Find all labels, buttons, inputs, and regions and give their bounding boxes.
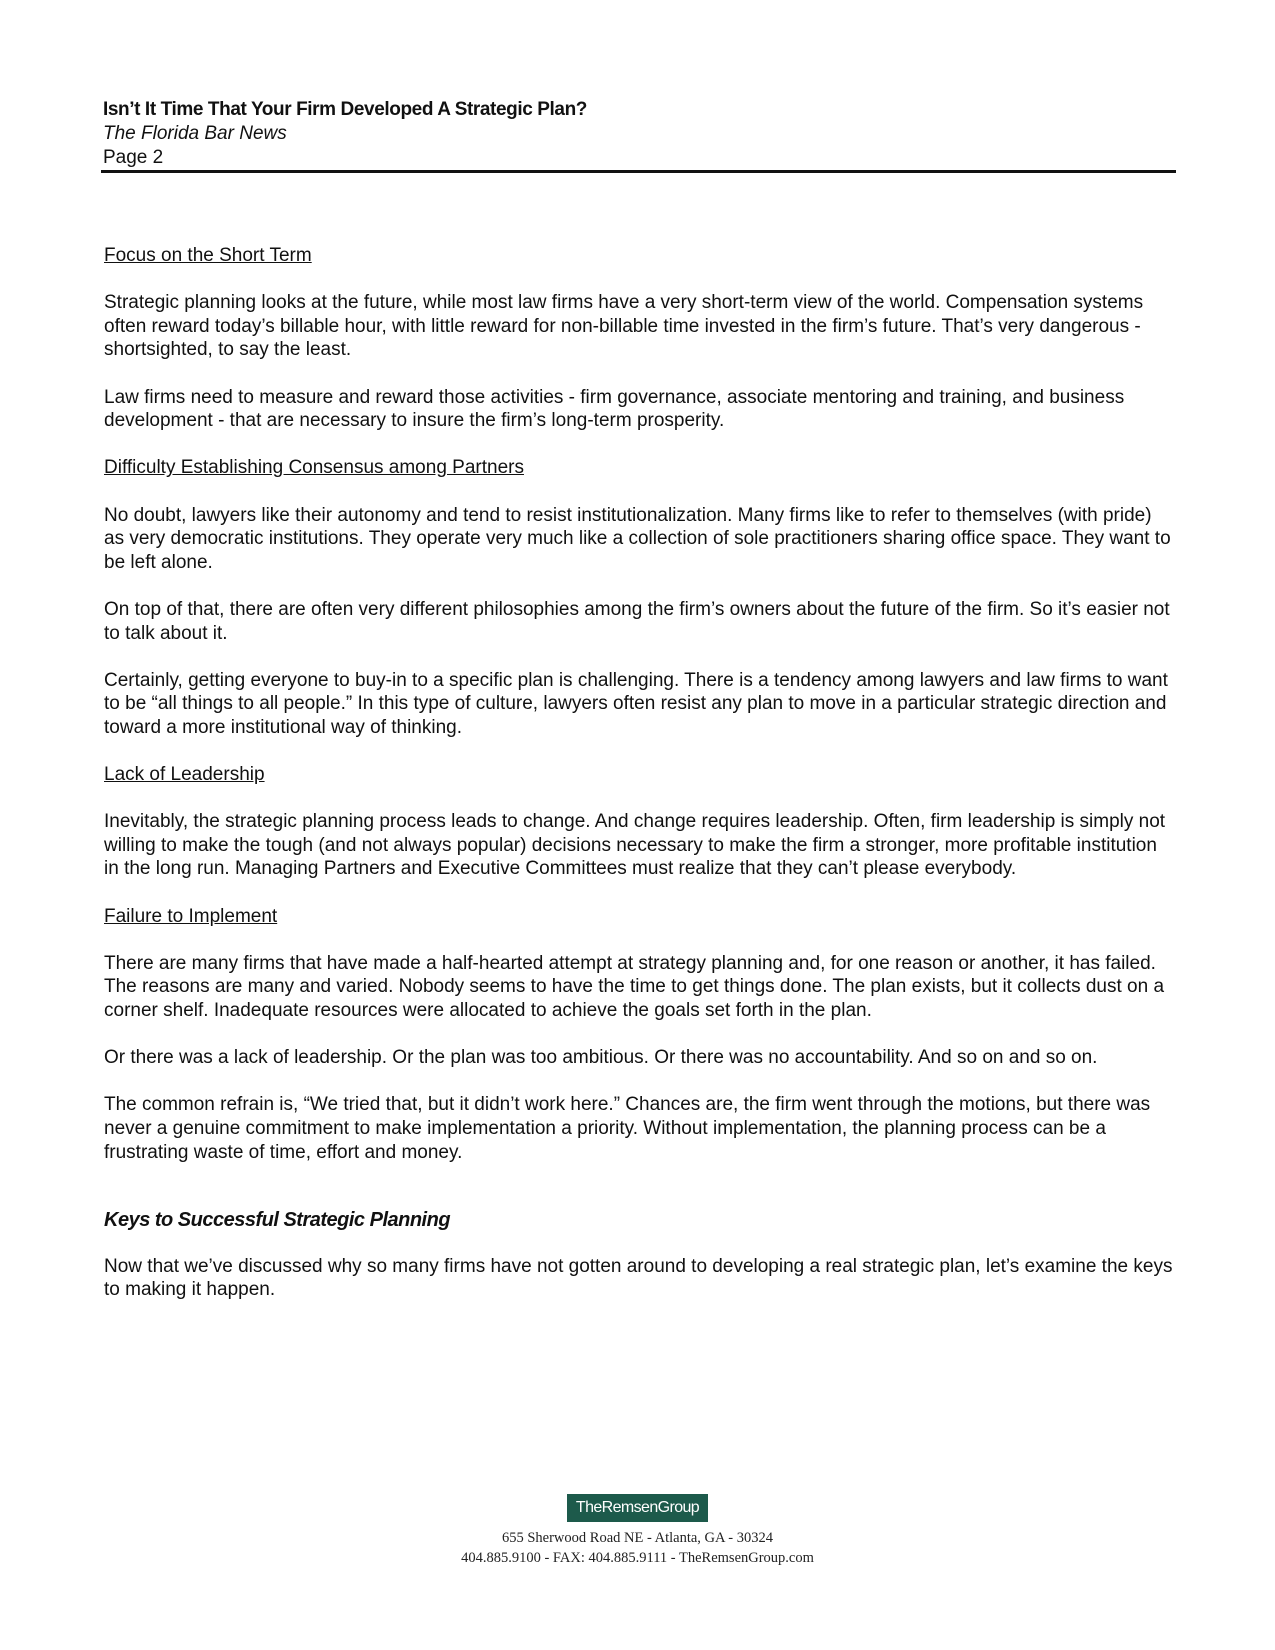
paragraph: Certainly, getting everyone to buy-in to a specific plan is challenging. There is a tendency among lawyers and law firms to want to be “all things to all people.” In this type of culture, lawyers often resist any plan to move in a particular strategic direction and toward a more institutional way of thinking. — [104, 669, 1168, 738]
paragraph: The common refrain is, “We tried that, but it didn’t work here.” Chances are, the firm went through the motions, but there was never a genuine commitment to make implementation a priority. Without implementation, the planning process can be a frustrating waste of time, effort and money. — [104, 1094, 1151, 1163]
article-body — [104, 244, 1174, 1326]
footer-address: 655 Sherwood Road NE - Atlanta, GA - 30324 — [501, 1530, 774, 1546]
publication-name: The Florida Bar News — [103, 123, 287, 144]
paragraph: On top of that, there are often very different philosophies among the firm’s owners about the future of the firm. So it’s easier not to talk about it. — [104, 598, 1170, 644]
paragraph: Law firms need to measure and reward those activities - firm governance, associate mentoring and training, and business development - that are necessary to insure the firm’s long-term prosperity. — [104, 386, 1125, 432]
paragraph: No doubt, lawyers like their autonomy and tend to resist institutionalization. Many firms like to refer to themselves (with pride) as very democratic institutions. They operate very much like a collection of sole practitioners sharing office space. They want to be left alone. — [104, 504, 1171, 573]
page-number: Page 2 — [103, 147, 164, 168]
article-title: Isn’t It Time That Your Firm Developed A Strategic Plan? — [103, 99, 588, 120]
header-divider — [101, 170, 1176, 173]
section-heading-consensus: Difficulty Establishing Consensus among Partners — [104, 457, 524, 479]
section-heading-leadership: Lack of Leadership — [104, 764, 265, 786]
section-heading-keys: Keys to Successful Strategic Planning — [104, 1209, 451, 1232]
page-footer — [0, 1494, 1275, 1568]
paragraph: Now that we’ve discussed why so many firms have not gotten around to developing a real strategic plan, let’s examine the keys to making it happen. — [104, 1255, 1173, 1301]
section-heading-implement: Failure to Implement — [104, 905, 278, 927]
paragraph: Inevitably, the strategic planning process leads to change. And change requires leadership. Often, firm leadership is simply not willing to make the tough (and not always popular) decisions necessary to make the firm a stronger, more profitable institution in the long run. Managing Partners and Executive Committees must realize that they can’t please everybody. — [104, 811, 1166, 880]
section-heading-focus: Focus on the Short Term — [104, 245, 312, 266]
paragraph: Strategic planning looks at the future, while most law firms have a very short-term view of the world. Compensation systems often reward today’s billable hour, with little reward for non-billable time invested in the firm’s future. That’s very dangerous - shortsighted, to say the least. — [104, 292, 1144, 361]
page-header — [103, 98, 1175, 170]
company-logo: TheRemsenGroup — [567, 1494, 708, 1522]
paragraph: There are many firms that have made a half-hearted attempt at strategy planning and, for one reason or another, it has failed. The reasons are many and varied. Nobody seems to have the time to get things done. The plan exists, but it collects dust on a corner shelf. Inadequate resources were allocated to achieve the goals set forth in the plan. — [104, 952, 1165, 1021]
paragraph: Or there was a lack of leadership. Or the plan was too ambitious. Or there was no accountability. And so on and so on. — [104, 1047, 1098, 1069]
footer-contact: 404.885.9100 - FAX: 404.885.9111 - TheRemsenGroup.com — [461, 1550, 814, 1566]
